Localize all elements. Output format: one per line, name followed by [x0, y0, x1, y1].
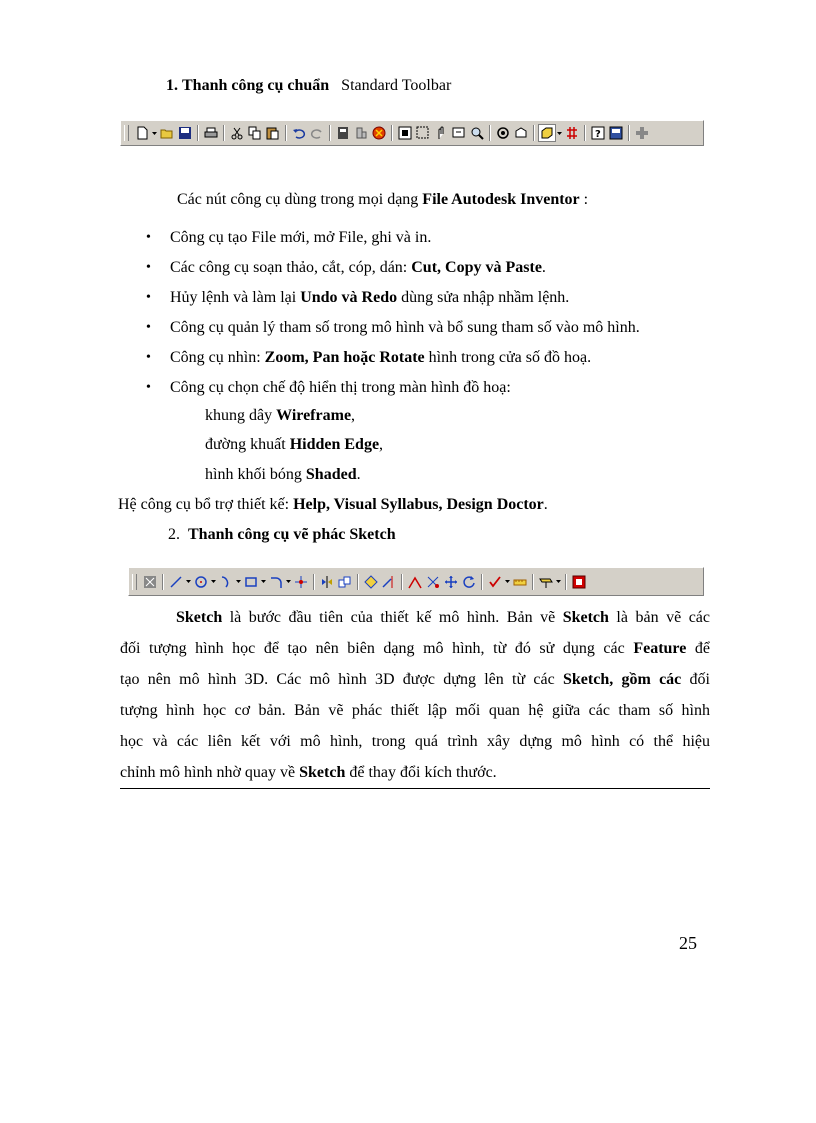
zoom-window-icon[interactable] — [415, 125, 431, 141]
rectangle-icon[interactable] — [243, 574, 259, 590]
dropdown-arrow-icon[interactable] — [555, 574, 562, 590]
pan-icon[interactable] — [433, 125, 449, 141]
intro-text: Các nút công cụ dùng trong mọi dạng File Autodesk Inventor : — [177, 191, 589, 208]
section-icon[interactable] — [564, 125, 580, 141]
project-geometry-icon[interactable] — [538, 574, 554, 590]
look-at-icon[interactable] — [513, 125, 529, 141]
move-icon[interactable] — [425, 574, 441, 590]
zoom-all-icon[interactable] — [397, 125, 413, 141]
list-item: • Hủy lệnh và làm lại Undo và Redo dùng sửa nhập nhầm lệnh. — [146, 288, 640, 318]
open-icon[interactable] — [159, 125, 175, 141]
visual-syllabus-icon[interactable] — [608, 125, 624, 141]
new-icon[interactable] — [134, 125, 150, 141]
bullet-list — [146, 228, 640, 408]
paste-icon[interactable] — [265, 125, 281, 141]
section2-number: 2. — [168, 526, 180, 543]
dropdown-arrow-icon[interactable] — [235, 574, 242, 590]
section1-number: 1. — [166, 77, 178, 94]
toolbar-grip[interactable] — [124, 125, 129, 141]
section1-subtitle: Standard Toolbar — [341, 77, 452, 94]
dropdown-arrow-icon[interactable] — [285, 574, 292, 590]
point-icon[interactable] — [293, 574, 309, 590]
extend-icon[interactable] — [381, 574, 397, 590]
rotate-icon[interactable] — [495, 125, 511, 141]
display-mode-shaded: hình khối bóng Shaded. — [205, 466, 361, 483]
trim-icon[interactable] — [407, 574, 423, 590]
display-mode-wireframe: khung dây Wireframe, — [205, 407, 356, 424]
dropdown-arrow-icon[interactable] — [151, 125, 158, 141]
undo-icon[interactable] — [291, 125, 307, 141]
para-line: chỉnh mô hình nhờ quay về Sketch để thay đổi kích thước. — [120, 764, 497, 781]
para-line: tạo nên mô hình 3D. Các mô hình 3D được dựng lên từ các Sketch, gồm các đối — [120, 671, 710, 688]
stop-icon[interactable] — [371, 125, 387, 141]
list-item: • Công cụ quản lý tham số trong mô hình và bổ sung tham số vào mô hình. — [146, 318, 640, 348]
section2-heading — [168, 525, 396, 545]
dropdown-arrow-icon[interactable] — [210, 574, 217, 590]
help-icon[interactable] — [590, 125, 606, 141]
shaded-display-icon[interactable] — [539, 125, 555, 141]
display-mode-hidden-edge: đường khuất Hidden Edge, — [205, 436, 384, 453]
sketch-description — [120, 602, 710, 788]
dropdown-arrow-icon[interactable] — [260, 574, 267, 590]
rotate-icon[interactable] — [461, 574, 477, 590]
section2-title: Thanh công cụ vẽ phác Sketch — [188, 526, 396, 543]
list-item: • Công cụ chọn chế độ hiển thị trong màn hình đồ hoạ: — [146, 378, 640, 408]
support-tools-text: Hệ công cụ bổ trợ thiết kế: Help, Visual Syllabus, Design Doctor. — [118, 496, 548, 513]
svg-text:?: ? — [595, 129, 601, 140]
section1-heading — [166, 76, 451, 96]
standard-toolbar — [120, 120, 704, 146]
cut-icon[interactable] — [229, 125, 245, 141]
rotate-sketch-icon[interactable] — [443, 574, 459, 590]
list-item: • Công cụ nhìn: Zoom, Pan hoặc Rotate hình trong cửa số đồ hoạ. — [146, 348, 640, 378]
page-number: 25 — [679, 933, 697, 953]
para-line: tượng hình học cơ bản. Bản vẽ phác thiết lập mối quan hệ giữa các tham số hình — [120, 702, 710, 719]
dropdown-arrow-icon[interactable] — [556, 125, 563, 141]
update-icon[interactable] — [353, 125, 369, 141]
circle-icon[interactable] — [193, 574, 209, 590]
save-icon[interactable] — [177, 125, 193, 141]
design-doctor-icon[interactable] — [634, 125, 650, 141]
pattern-icon[interactable] — [337, 574, 353, 590]
dropdown-arrow-icon[interactable] — [185, 574, 192, 590]
list-item: • Các công cụ soạn thảo, cắt, cóp, dán: Cut, Copy và Paste. — [146, 258, 640, 288]
para-line: đối tượng hình học để tạo nên biên dạng mô hình, từ đó sử dụng các Feature để — [120, 640, 710, 657]
constraint-icon[interactable] — [487, 574, 503, 590]
offset-icon[interactable] — [363, 574, 379, 590]
toolbar-grip[interactable] — [132, 574, 137, 590]
mirror-icon[interactable] — [319, 574, 335, 590]
para-line: học và các liên kết với mô hình, trong quá trình xây dựng mô hình có thể hiệu — [120, 733, 710, 750]
copy-icon[interactable] — [247, 125, 263, 141]
zoom-selected-icon[interactable] — [469, 125, 485, 141]
dropdown-arrow-icon[interactable] — [504, 574, 511, 590]
line-icon[interactable] — [168, 574, 184, 590]
para-line: Sketch là bước đầu tiên của thiết kế mô hình. Bản vẽ Sketch là bản vẽ các — [176, 609, 710, 626]
fillet-icon[interactable] — [268, 574, 284, 590]
parameters-icon[interactable] — [335, 125, 351, 141]
intro-bold: File Autodesk Inventor — [422, 191, 580, 208]
dimension-icon[interactable] — [512, 574, 528, 590]
insert-image-icon[interactable] — [571, 574, 587, 590]
horizontal-rule — [120, 788, 710, 789]
zoom-icon[interactable] — [451, 125, 467, 141]
section1-title: Thanh công cụ chuẩn — [182, 77, 330, 94]
arc-icon[interactable] — [218, 574, 234, 590]
sketch-toolbar — [128, 567, 704, 596]
list-item: • Công cụ tạo File mới, mở File, ghi và in. — [146, 228, 640, 258]
redo-icon[interactable] — [309, 125, 325, 141]
print-icon[interactable] — [203, 125, 219, 141]
sketch-grip-icon[interactable] — [142, 574, 158, 590]
